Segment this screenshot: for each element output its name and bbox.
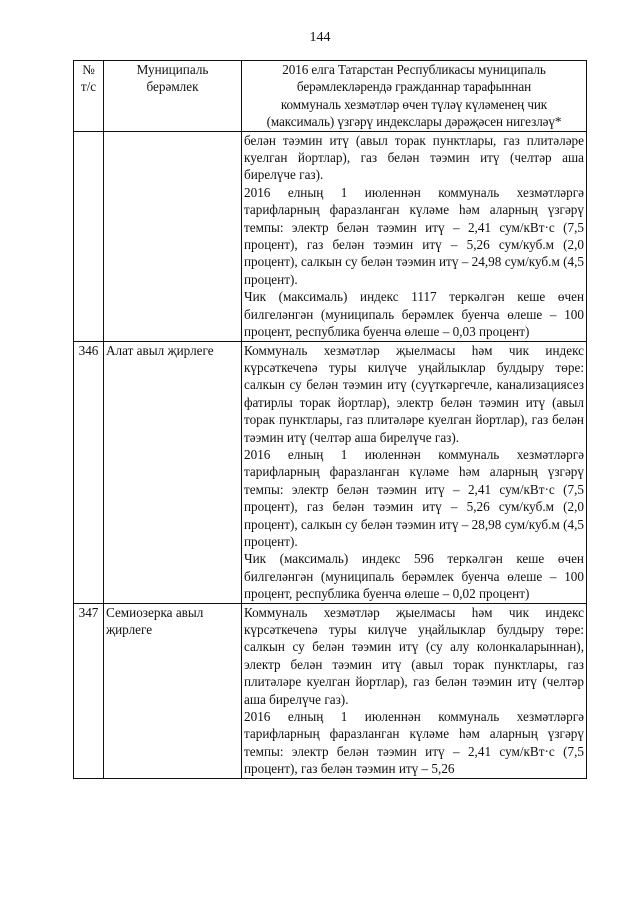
- header-number-line: т/с: [80, 79, 97, 95]
- page-number: 144: [309, 30, 331, 45]
- description-paragraph: 2016 елның 1 июленнән коммуналь хезмәтләргә тарифларның фаразланган күләме һәм аларның үзгәрү темпы: электр белән тәэмин итү – 2,41 сум/кВт·с (7,5 процент), газ белән тәэмин итү – 5,26 сум/куб.м (2,0 процент), салкын су белән тәэмин итү – 28,98 сум/куб.м (4,5 процент).: [244, 446, 584, 549]
- header-municipality-line: Муниципаль: [136, 62, 209, 77]
- row-municipality: [104, 131, 242, 341]
- description-paragraph: белән тәэмин итү (авыл торак пунктлары, газ плитәләре куелган йортлар), газ белән тәэмин итү (челтәр аша бирелүче газ).: [244, 132, 584, 183]
- description-paragraph: Коммуналь хезмәтләр җыелмасы һәм чик индекс күрсәткечenә туры килүче уңайлыклар булдыру төре: салкын су белән тәэмин итү (суүткәргечле, канализациясез фатирлы торак йортлар), электр белән тәэмин итү (авыл торак пунктлары, газ плитәләре куелган йортлар), газ белән тәэмин итү (челтәр аша бирелүче газ).: [244, 342, 584, 445]
- table-header-row: [74, 61, 587, 132]
- header-municipality: [104, 61, 242, 132]
- description-paragraph: 2016 елның 1 июленнән коммуналь хезмәтләргә тарифларның фаразланган күләме һәм аларның үзгәрү темпы: электр белән тәэмин итү – 2,41 сум/кВт·с (7,5 процент), газ белән тәэмин итү – 5,26 сум/куб.м (2,0 процент), салкын су белән тәэмин итү – 24,98 сум/куб.м (4,5 процент).: [244, 184, 584, 287]
- row-description: [242, 603, 587, 778]
- header-description-line: (максималь) үзгәрү индекслары дәрәҗәсен нигезләү*: [266, 114, 562, 130]
- row-number: 347: [74, 603, 104, 778]
- row-description: [242, 131, 587, 341]
- description-paragraph: Чик (максималь) индекс 596 теркәлгән кеше өчен билгеләнгән (муниципаль берәмлек буенча өлеше – 100 процент, республика буенча өлеше – 0,02 процент): [244, 551, 584, 602]
- header-description-line: 2016 елга Татарстан Республикасы муниципаль: [282, 62, 546, 77]
- header-description: [242, 61, 587, 132]
- header-description-line: берәмлекләрендә гражданнар тарафыннан: [296, 79, 532, 95]
- table-row: [74, 603, 587, 778]
- description-paragraph: Чик (максималь) индекс 1117 теркәлгән кеше өчен билгеләнгән (муниципаль берәмлек буенча өлеше – 100 процент, республика буенча өлеше – 0,03 процент): [244, 289, 584, 340]
- row-municipality: Семиозерка авыл җирлеге: [104, 603, 242, 778]
- header-municipality-line: берәмлек: [146, 79, 199, 95]
- header-number-line: №: [82, 62, 95, 77]
- table-row: [74, 131, 587, 341]
- description-paragraph: 2016 елның 1 июленнән коммуналь хезмәтләргә тарифларның фаразланган күләме һәм аларның үзгәрү темпы: электр белән тәэмин итү – 2,41 сум/кВт·с (7,5 процент), газ белән тәэмин итү – 5,26: [244, 709, 584, 777]
- row-number: [74, 131, 104, 341]
- row-number: 346: [74, 341, 104, 603]
- header-number: [74, 61, 104, 132]
- description-paragraph: Коммуналь хезмәтләр җыелмасы һәм чик индекс күрсәткечenә туры килүче уңайлыклар булдыру төре: салкын су белән тәэмин итү (су алу колонкаларыннан), электр белән тәэмин итү (авыл торак пунктлары, газ плитәләре куелган йортлар), газ белән тәэмин итү (челтәр аша бирелүче газ).: [244, 604, 584, 707]
- header-description-line: коммуналь хезмәтләр өчен түләү күләменең чик: [280, 96, 548, 112]
- table-row: [74, 341, 587, 603]
- indices-table: [73, 60, 587, 779]
- row-municipality: Алат авыл җирлеге: [104, 341, 242, 603]
- row-description: [242, 341, 587, 603]
